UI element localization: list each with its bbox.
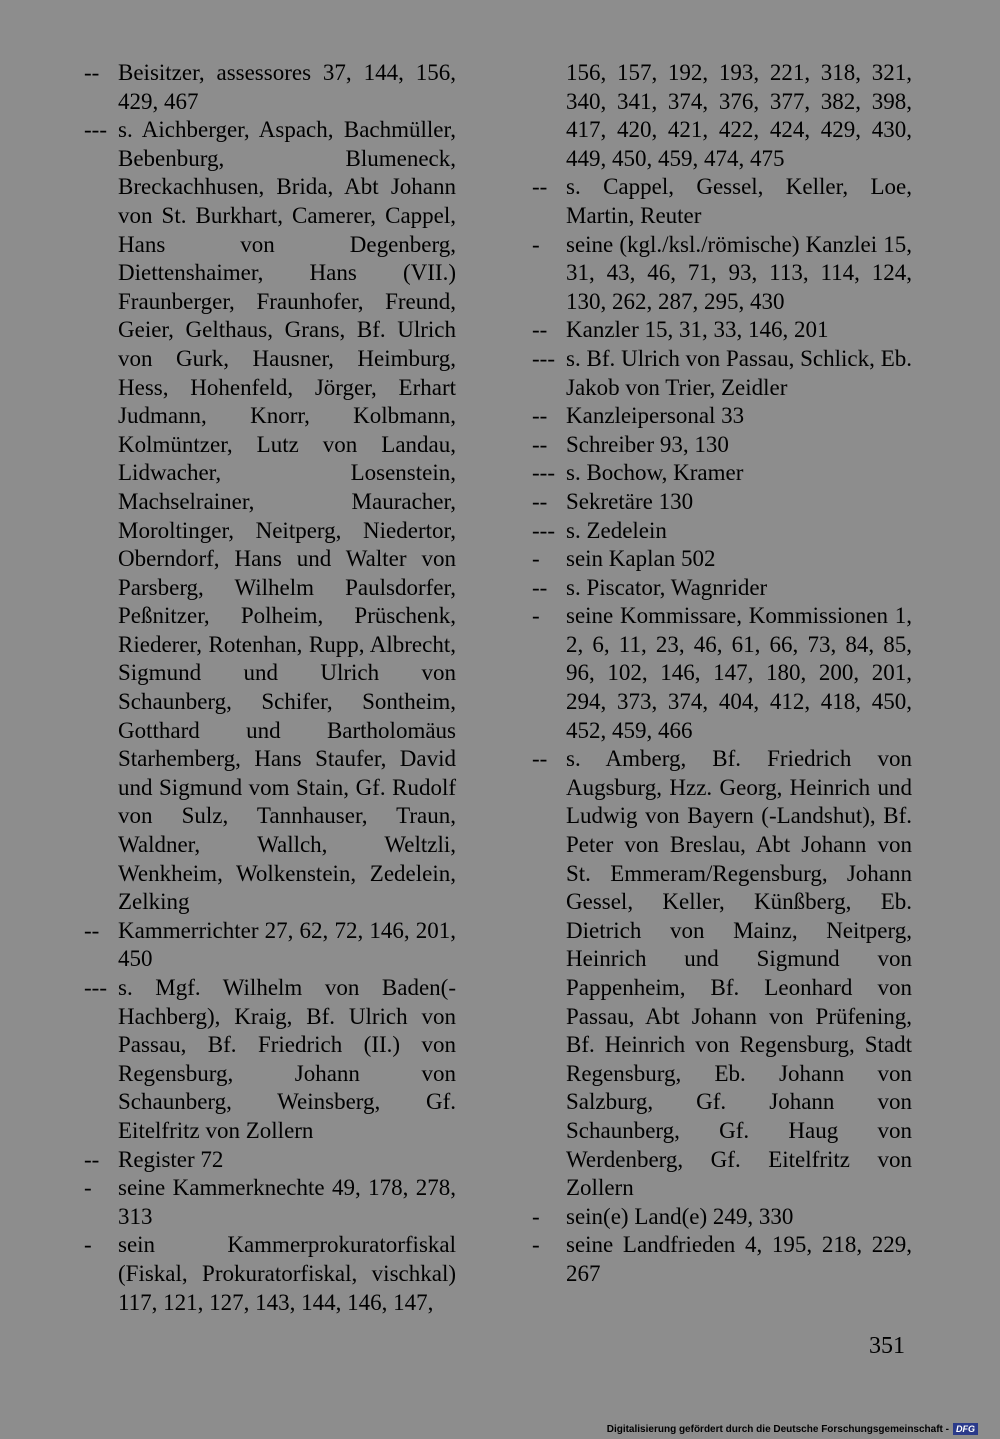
- index-entry: [532, 431, 912, 460]
- entry-dash: ---: [84, 117, 107, 143]
- entry-dash: ---: [84, 975, 107, 1000]
- entry-text: Kammerrichter 27, 62, 72, 146, 201, 450: [118, 917, 456, 972]
- entry-text: sein(e) Land(e) 249, 330: [566, 1203, 794, 1229]
- entry-dash: [532, 59, 566, 173]
- index-entry: [532, 574, 912, 603]
- index-entry: [532, 173, 912, 230]
- entry-dash: --: [532, 431, 548, 457]
- entry-text: s. Aichberger, Aspach, Bachmüller, Bebenburg, Blumeneck, Breckachhusen, Brida, Abt Johann von St. Burkhart, Camerer, Cappel, Hans von Degenberg, Diettenshaimer, Hans (VII.) Fraunberger, Fraunhofer, Freund, Geier, Gelthaus, Grans, Bf. Ulrich von Gurk, Hausner, Heimburg, Hess, Hohenfeld, Jörger, Erhart Judmann, Knorr, Kolbmann, Kolmüntzer, Lutz von Landau, Lidwacher, Losenstein, Machselrainer, Mauracher, Moroltinger, Neitperg, Niedertor, Oberndorf, Hans und Walter von Parsberg, Wilhelm Paulsdorfer, Peßnitzer, Polheim, Prüschenk, Riederer, Rotenhan, Rupp, Albrecht, Sigmund und Ulrich von Schaunberg, Schifer, Sontheim, Gotthard und Bartholomäus Starhemberg, Hans Staufer, David und Sigmund vom Stain, Gf. Rudolf von Sulz, Tannhauser, Traun, Waldner, Wallch, Weltzli, Wenkheim, Wolkenstein, Zedelein, Zelking: [118, 117, 456, 915]
- entry-text: sein Kaplan 502: [566, 546, 716, 572]
- entry-dash: -: [532, 231, 540, 257]
- entry-dash: --: [532, 488, 548, 514]
- index-entry: [532, 1231, 912, 1288]
- index-entry: [84, 1174, 456, 1231]
- entry-dash: --: [532, 574, 548, 600]
- index-entry: [84, 974, 456, 1146]
- left-column: [84, 59, 456, 1317]
- index-entry: [532, 231, 912, 317]
- right-column: [532, 59, 912, 1289]
- entry-dash: --: [532, 174, 548, 200]
- index-entry: [84, 116, 456, 917]
- index-entry-continuation: [532, 59, 912, 173]
- index-entry: [84, 917, 456, 974]
- index-entry: [84, 1146, 456, 1175]
- entry-dash: --: [84, 60, 100, 85]
- entry-text: Kanzleipersonal 33: [566, 403, 745, 429]
- index-entry: [84, 59, 456, 116]
- entry-text: s. Bochow, Kramer: [566, 460, 744, 486]
- entry-dash: -: [84, 1232, 92, 1258]
- footer-credit: [607, 1423, 978, 1435]
- entry-dash: ---: [532, 460, 555, 486]
- entry-text: Register 72: [118, 1146, 224, 1172]
- index-entry: [532, 545, 912, 574]
- entry-text: 156, 157, 192, 193, 221, 318, 321, 340, 341, 374, 376, 377, 382, 398, 417, 420, 421, 422, 424, 429, 430, 449, 450, 459, 474, 475: [566, 60, 912, 171]
- entry-dash: --: [84, 917, 100, 943]
- entry-text: seine Kommissare, Kommissionen 1, 2, 6, 11, 23, 46, 61, 66, 73, 84, 85, 96, 102, 146, 147, 180, 200, 201, 294, 373, 374, 404, 412, 418, 450, 452, 459, 466: [566, 603, 912, 743]
- entry-dash: -: [532, 1232, 540, 1258]
- entry-text: seine Kammerknechte 49, 178, 278, 313: [118, 1175, 456, 1229]
- entry-text: seine (kgl./ksl./römische) Kanzlei 15, 31, 43, 46, 71, 93, 113, 114, 124, 130, 262, 287, 295, 430: [566, 231, 912, 314]
- footer-credit-text: Digitalisierung gefördert durch die Deutsche Forschungsgemeinschaft -: [606, 1423, 949, 1435]
- entry-text: Schreiber 93, 130: [566, 431, 729, 457]
- entry-text: s. Piscator, Wagnrider: [566, 574, 768, 600]
- index-entry: [532, 316, 912, 345]
- entry-dash: --: [532, 403, 548, 429]
- page-number: 351: [869, 1333, 905, 1359]
- entry-text: Kanzler 15, 31, 33, 146, 201: [566, 317, 829, 343]
- index-entry: [532, 745, 912, 1203]
- index-entry: [532, 488, 912, 517]
- entry-dash: --: [532, 317, 548, 343]
- entry-dash: -: [532, 1203, 540, 1229]
- entry-text: s. Amberg, Bf. Friedrich von Augsburg, Hzz. Georg, Heinrich und Ludwig von Bayern (-Landshut), Bf. Peter von Breslau, Abt Johann von St. Emmeram/Regensburg, Johann Gessel, Keller, Künßberg, Eb. Dietrich von Mainz, Neitperg, Heinrich und Sigmund von Pappenheim, Bf. Leonhard von Passau, Abt Johann von Prüfening, Bf. Heinrich von Regensburg, Stadt Regensburg, Eb. Johann von Salzburg, Gf. Johann von Schaunberg, Gf. Haug von Werdenberg, Gf. Eitelfritz von Zollern: [566, 746, 912, 1201]
- entry-dash: ---: [532, 345, 555, 371]
- entry-dash: --: [532, 746, 548, 772]
- entry-text: s. Zedelein: [566, 517, 667, 543]
- entry-text: s. Bf. Ulrich von Passau, Schlick, Eb. Jakob von Trier, Zeidler: [566, 345, 912, 400]
- entry-text: s. Cappel, Gessel, Keller, Loe, Martin, Reuter: [566, 174, 912, 228]
- index-entry: [532, 517, 912, 546]
- index-entry: [84, 1231, 456, 1317]
- index-entry: [532, 345, 912, 402]
- entry-dash: -: [532, 546, 540, 572]
- entry-text: Sekretäre 130: [566, 488, 694, 514]
- entry-text: seine Landfrieden 4, 195, 218, 229, 267: [566, 1232, 912, 1286]
- entry-dash: -: [84, 1175, 92, 1201]
- entry-text: Beisitzer, assessores 37, 144, 156, 429, 467: [118, 60, 456, 114]
- index-entry: [532, 1203, 912, 1232]
- entry-text: s. Mgf. Wilhelm von Baden(-Hachberg), Kraig, Bf. Ulrich von Passau, Bf. Friedrich (II.) von Regensburg, Johann von Schaunberg, Weinsberg, Gf. Eitelfritz von Zollern: [118, 975, 456, 1143]
- index-entry: [532, 459, 912, 488]
- entry-dash: --: [84, 1146, 100, 1172]
- entry-dash: ---: [532, 517, 555, 543]
- dfg-logo: DFG: [953, 1423, 978, 1435]
- entry-dash: -: [532, 603, 540, 629]
- entry-text: sein Kammerprokuratorfiskal (Fiskal, Prokuratorfiskal, vischkal) 117, 121, 127, 143, 144, 146, 147,: [118, 1232, 456, 1315]
- index-entry: [532, 402, 912, 431]
- index-entry: [532, 602, 912, 745]
